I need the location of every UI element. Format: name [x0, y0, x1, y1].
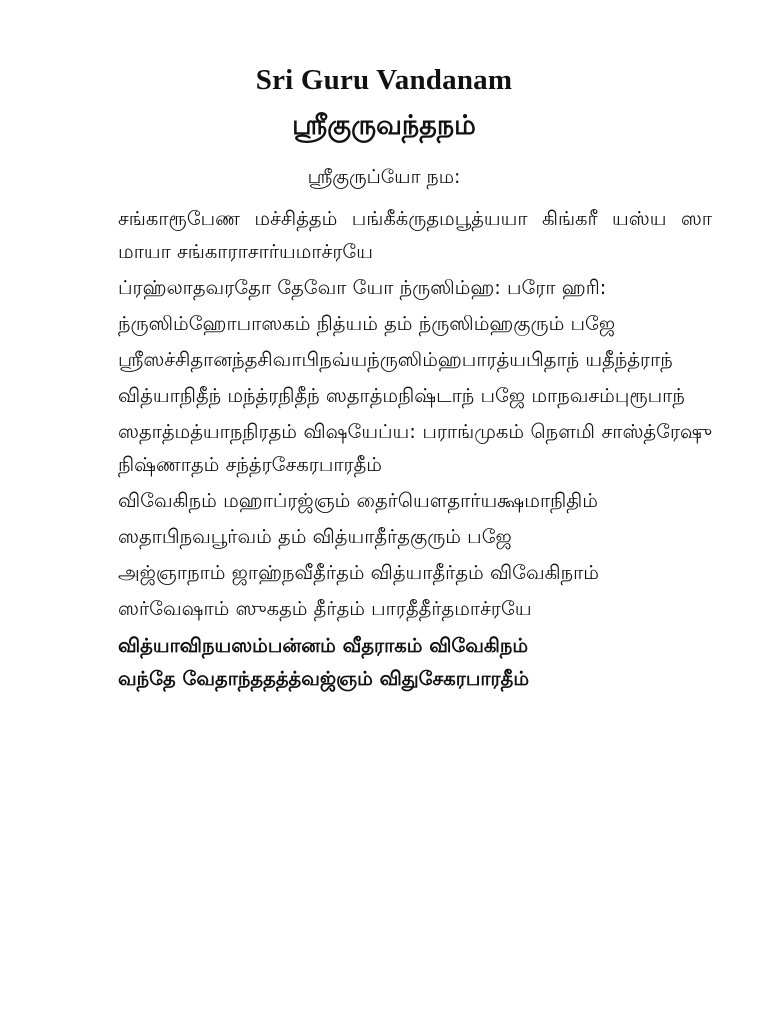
- title-tamil: ஸ்ரீகுருவந்தநம்: [292, 110, 476, 141]
- final-verse-line-1: வித்யாவிநயஸம்பன்னம் வீதராகம் விவேகிநம்: [118, 634, 529, 657]
- verse-6: ஸதாத்மத்யாநநிரதம் விஷயேப்ய꞉ பராங்முகம் நௌமி சாஸ்த்ரேஷு நிஷ்ணாதம் சந்த்ரசேகரபாரதீம்: [118, 420, 712, 476]
- verse-list: [118, 202, 712, 698]
- verse-9: அஜ்ஞாநாம் ஜாஹ்நவீதீர்தம் வித்யாதீர்தம் விவேகிநாம்: [118, 561, 599, 584]
- salutation-line: ஸ்ரீகுருப்யோ நம꞉: [307, 166, 461, 188]
- final-verse-line-2: வந்தே வேதாந்ததத்த்வஜ்ஞம் விதுசேகரபாரதீம்: [118, 667, 530, 690]
- verse-10: ஸர்வேஷாம் ஸுகதம் தீர்தம் பாரதீதீர்தமாச்ரயே: [118, 597, 532, 620]
- verse-8: ஸதாபிநவபூர்வம் தம் வித்யாதீர்தகுரும் பஜே: [118, 525, 512, 548]
- verse-5: வித்யாநிதீந் மந்த்ரநிதீந் ஸதாத்மநிஷ்டாந் பஜே மாநவசம்புரூபாந்: [118, 384, 685, 407]
- verse-1: சங்காரூபேண மச்சித்தம் பங்கீக்ருதமபூத்யயா கிங்கரீ யஸ்ய ஸா மாயா சங்காராசார்யமாச்ரயே: [118, 207, 712, 263]
- title-english: Sri Guru Vandanam: [255, 64, 513, 96]
- verse-2: ப்ரஹ்லாதவரதோ தேவோ யோ ந்ருஸிம்ஹ꞉ பரோ ஹரி꞉: [118, 276, 607, 299]
- final-verse: [118, 629, 712, 695]
- verse-4: ஸ்ரீஸச்சிதானந்தசிவாபிநவ்யந்ருஸிம்ஹபாரத்யபிதாந் யதீந்த்ராந்: [118, 348, 673, 371]
- verse-3: ந்ருஸிம்ஹோபாஸகம் நித்யம் தம் ந்ருஸிம்ஹகுரும் பஜே: [118, 312, 616, 335]
- verse-7: விவேகிநம் மஹாப்ரஜ்ஞம் தைர்யௌதார்யக்ஷமாநிதிம்: [118, 489, 598, 512]
